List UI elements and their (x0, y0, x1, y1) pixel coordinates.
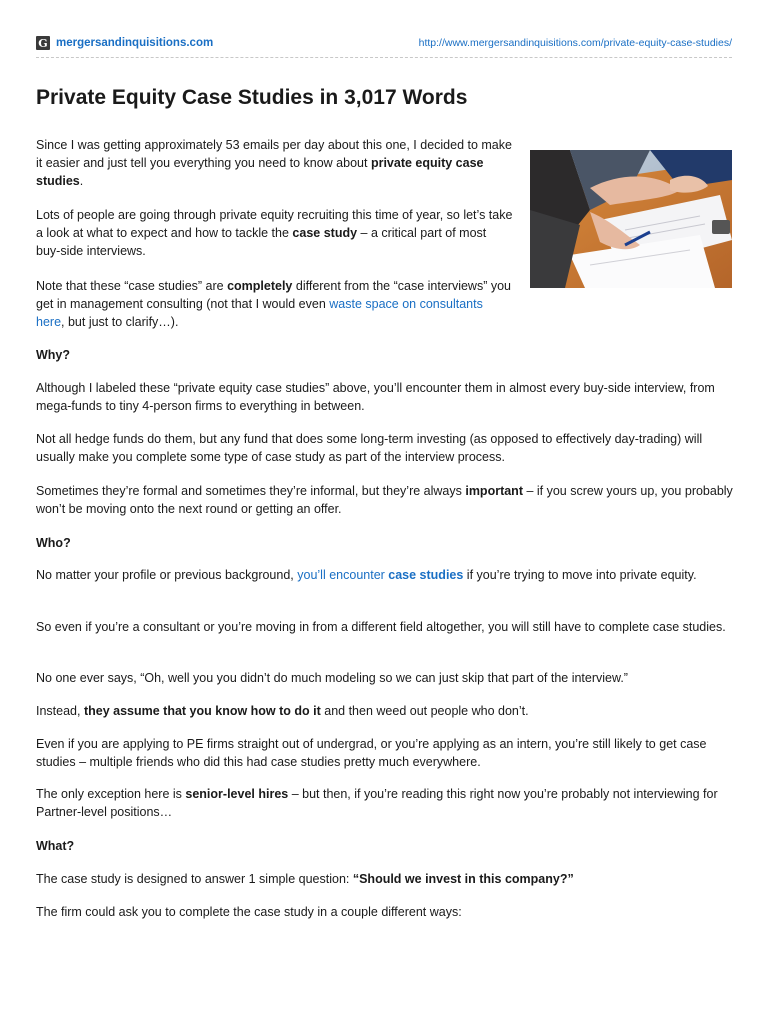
paragraph-who-1: No matter your profile or previous background, you’ll encounter case studies if you’re trying to move into private equity. (36, 568, 697, 582)
heading-who: Who? (36, 536, 71, 550)
paragraph-who-3: No one ever says, “Oh, well you you didn’t do much modeling so we can just skip that part of the interview.” (36, 671, 628, 685)
header-divider (36, 57, 732, 58)
consultants-link[interactable]: waste space on consultants here (36, 297, 483, 330)
page-header (36, 36, 732, 52)
page-url[interactable]: http://www.mergersandinquisitions.com/private-equity-case-studies/ (418, 37, 732, 49)
case-studies-link[interactable]: you’ll encounter case studies (297, 568, 464, 582)
paragraph-what-1: The case study is designed to answer 1 simple question: “Should we invest in this company?” (36, 872, 574, 886)
site-brand[interactable] (36, 36, 213, 50)
paragraph-recruiting: Lots of people are going through private equity recruiting this time of year, so let’s take a look at what to expect and how to tackle the case study – a critical part of most buy-side interviews. (36, 208, 513, 259)
site-logo-icon: G (36, 36, 50, 50)
paragraph-what-2: The firm could ask you to complete the case study in a couple different ways: (36, 905, 462, 919)
paragraph-intro: Since I was getting approximately 53 emails per day about this one, I decided to make it easier and just tell you everything you need to know about private equity case studies. (36, 138, 512, 189)
heading-what: What? (36, 839, 75, 853)
paragraph-why-1: Although I labeled these “private equity case studies” above, you’ll encounter them in almost every buy-side interview, from mega-funds to tiny 4-person firms to everything in between. (36, 381, 715, 414)
article-photo (530, 150, 732, 288)
paragraph-who-4: Instead, they assume that you know how to do it and then weed out people who don’t. (36, 704, 529, 718)
paragraph-who-5: Even if you are applying to PE firms straight out of undergrad, or you’re applying as an intern, you’re still likely to get case studies – multiple friends who did this had case studies pretty much everywhere. (36, 737, 707, 770)
paragraph-who-2: So even if you’re a consultant or you’re moving in from a different field altogether, you will still have to complete case studies. (36, 620, 726, 634)
paragraph-note: Note that these “case studies” are completely different from the “case interviews” you get in management consulting (not that I would even waste space on consultants here, but just to clarify…). (36, 279, 512, 330)
paragraph-why-2: Not all hedge funds do them, but any fund that does some long-term investing (as opposed to effectively day-trading) will usually make you complete some type of case study as part of the interview process. (36, 432, 703, 465)
heading-why: Why? (36, 348, 71, 362)
meeting-photo-illustration (530, 150, 732, 288)
paragraph-why-3: Sometimes they’re formal and sometimes they’re informal, but they’re always important – if you screw yours up, you probably won’t be moving onto the next round or getting an offer. (36, 484, 733, 517)
article-title: Private Equity Case Studies in 3,017 Words (36, 86, 468, 109)
site-name[interactable]: mergersandinquisitions.com (56, 37, 214, 49)
paragraph-who-6: The only exception here is senior-level hires – but then, if you’re reading this right now you’re probably not interviewing for Partner-level positions… (36, 787, 718, 820)
